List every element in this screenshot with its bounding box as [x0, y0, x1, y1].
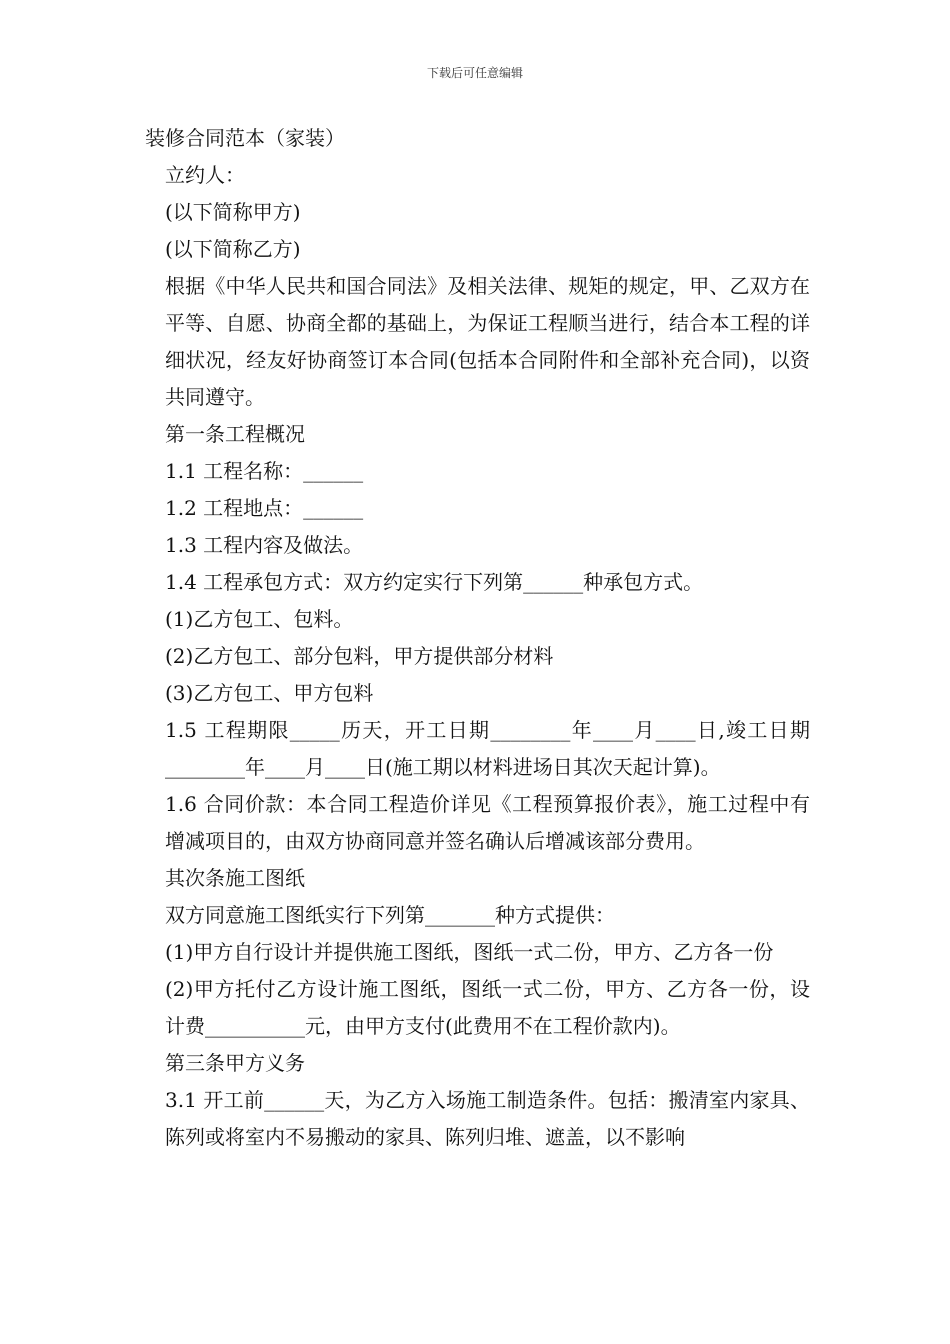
- paragraph: (1)乙方包工、包料。: [165, 607, 354, 631]
- paragraph: 1.3 工程内容及做法。: [165, 533, 364, 557]
- paragraph: (2)乙方包工、部分包料，甲方提供部分材料: [165, 644, 554, 668]
- section-heading: 其次条施工图纸: [165, 866, 305, 890]
- paragraph: 1.5 工程期限_____历天，开工日期________年____月____日,竣工日期________年____月____日(施工期以材料进场日其次天起计算)。: [165, 718, 810, 779]
- document-title: 装修合同范本（家装）: [145, 126, 345, 150]
- paragraph: (3)乙方包工、甲方包料: [165, 681, 374, 705]
- paragraph: 1.1 工程名称：______: [165, 459, 364, 483]
- section-heading: 第一条工程概况: [165, 422, 305, 446]
- page-header: 下载后可任意编辑: [426, 66, 523, 80]
- paragraph: (以下简称甲方): [165, 200, 301, 224]
- paragraph: 3.1 开工前______天，为乙方入场施工制造条件。包括：搬清室内家具、陈列或将室内不易搬动的家具、陈列归堆、遮盖，以不影响: [165, 1088, 810, 1149]
- paragraph: 1.2 工程地点：______: [165, 496, 364, 520]
- paragraph: (以下简称乙方): [165, 237, 301, 261]
- paragraph: (1)甲方自行设计并提供施工图纸，图纸一式二份，甲方、乙方各一份: [165, 940, 774, 964]
- paragraph: 根据《中华人民共和国合同法》及相关法律、规矩的规定，甲、乙双方在平等、自愿、协商全都的基础上，为保证工程顺当进行，结合本工程的详细状况，经友好协商签订本合同(包括本合同附件和全部补充合同)，以资共同遵守。: [165, 274, 810, 409]
- paragraph: 双方同意施工图纸实行下列第_______种方式提供：: [165, 903, 615, 927]
- paragraph: 立约人：: [165, 163, 245, 187]
- document-body: [145, 120, 810, 1156]
- paragraph: 1.4 工程承包方式：双方约定实行下列第______种承包方式。: [165, 570, 704, 594]
- paragraph: (2)甲方托付乙方设计施工图纸，图纸一式二份，甲方、乙方各一份，设计费__________元，由甲方支付(此费用不在工程价款内)。: [165, 977, 810, 1038]
- paragraph: 1.6 合同价款：本合同工程造价详见《工程预算报价表》，施工过程中有增减项目的，由双方协商同意并签名确认后增减该部分费用。: [165, 792, 810, 853]
- section-heading: 第三条甲方义务: [165, 1051, 305, 1075]
